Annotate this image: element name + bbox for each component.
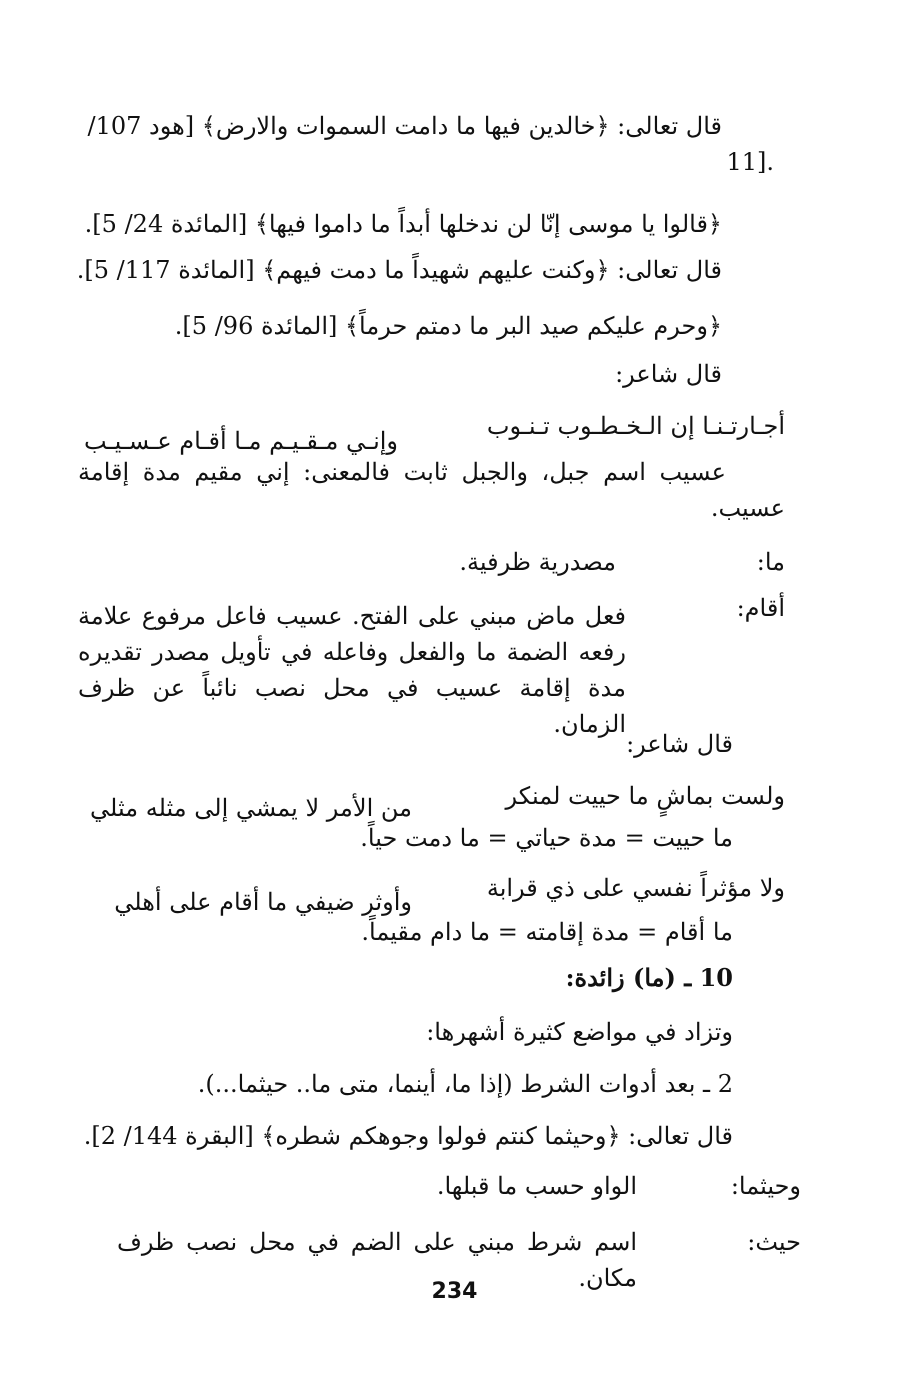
quote-maidah-24: ﴿قالوا يا موسى إنّا لن ندخلها أبداً ما داموا فيها﴾ [المائدة 24/ 5].	[84, 210, 722, 238]
verse3-note: ما أقام = مدة إقامته = ما دام مقيماً.	[361, 918, 733, 946]
quote-maidah-117: قال تعالى: ﴿وكنت عليهم شهيداً ما دمت فيهم﴾ [المائدة 117/ 5].	[76, 256, 722, 284]
explain1-line2: عسيب.	[710, 494, 785, 522]
explain1-line1: عسيب اسم جبل، والجبل ثابت فالمعنى: إني مقيم مدة إقامة	[78, 458, 726, 486]
term-ma-desc: مصدرية ظرفية.	[459, 548, 616, 576]
quote-baqarah-144: قال تعالى: ﴿وحيثما كنتم فولوا وجوهكم شطره﴾ [البقرة 144/ 2].	[83, 1122, 733, 1150]
verse3-hemistich1: ولا مؤثراً نفسي على ذي قرابة	[486, 874, 785, 902]
verse3-hemistich2: وأوثر ضيفي ما أقام على أهلي	[114, 888, 412, 916]
verse1-hemistich1: أجـارتـنـا إن الـخـطـوب تـنـوب	[486, 412, 785, 440]
page-number: 234	[431, 1279, 478, 1304]
verse2-note: ما حييت = مدة حياتي = ما دمت حياً.	[360, 824, 733, 852]
section-heading: 10 ـ (ما) زائدة:	[565, 963, 733, 992]
term-ma: ما:	[756, 548, 785, 576]
section-intro: وتزاد في مواضع كثيرة أشهرها:	[426, 1018, 733, 1046]
term-haythuma: وحيثما:	[730, 1172, 801, 1200]
quote-maidah-96: ﴿وحرم عليكم صيد البر ما دمتم حرماً﴾ [المائدة 96/ 5].	[174, 312, 722, 340]
term-haythu: حيث:	[747, 1228, 801, 1256]
verse2-hemistich2: من الأمر لا يمشي إلى مثله مثلي	[90, 794, 412, 822]
section-item-2: 2 ـ بعد أدوات الشرط (إذا ما، أينما، متى ما.. حيثما...).	[197, 1070, 733, 1098]
term-haythu-desc: اسم شرط مبني على الضم في محل نصب ظرف مكان.	[117, 1228, 637, 1292]
poet-label-2: قال شاعر:	[626, 730, 733, 758]
verse1-hemistich2: وإنـي مـقـيـم مـا أقـام عـسـيـب	[84, 427, 398, 455]
term-aqama-desc: فعل ماض مبني على الفتح. عسيب فاعل مرفوع علامة رفعه الضمة ما والفعل وفاعله في تأويل مصدر تقديره مدة إقامة عسيب في محل نصب نائباً عن ظرف الزمان.	[78, 602, 626, 738]
verse2-hemistich1: ولست بماشٍ ما حييت لمنكر	[505, 782, 785, 810]
quote-hud-ref-continuation: 11].	[726, 148, 774, 176]
term-haythuma-desc: الواو حسب ما قبلها.	[436, 1172, 637, 1200]
quote-hud: قال تعالى: ﴿خالدين فيها ما دامت السموات والارض﴾ [هود 107/	[87, 112, 722, 140]
term-aqama: أقام:	[736, 594, 785, 622]
poet-label-1: قال شاعر:	[615, 360, 722, 388]
